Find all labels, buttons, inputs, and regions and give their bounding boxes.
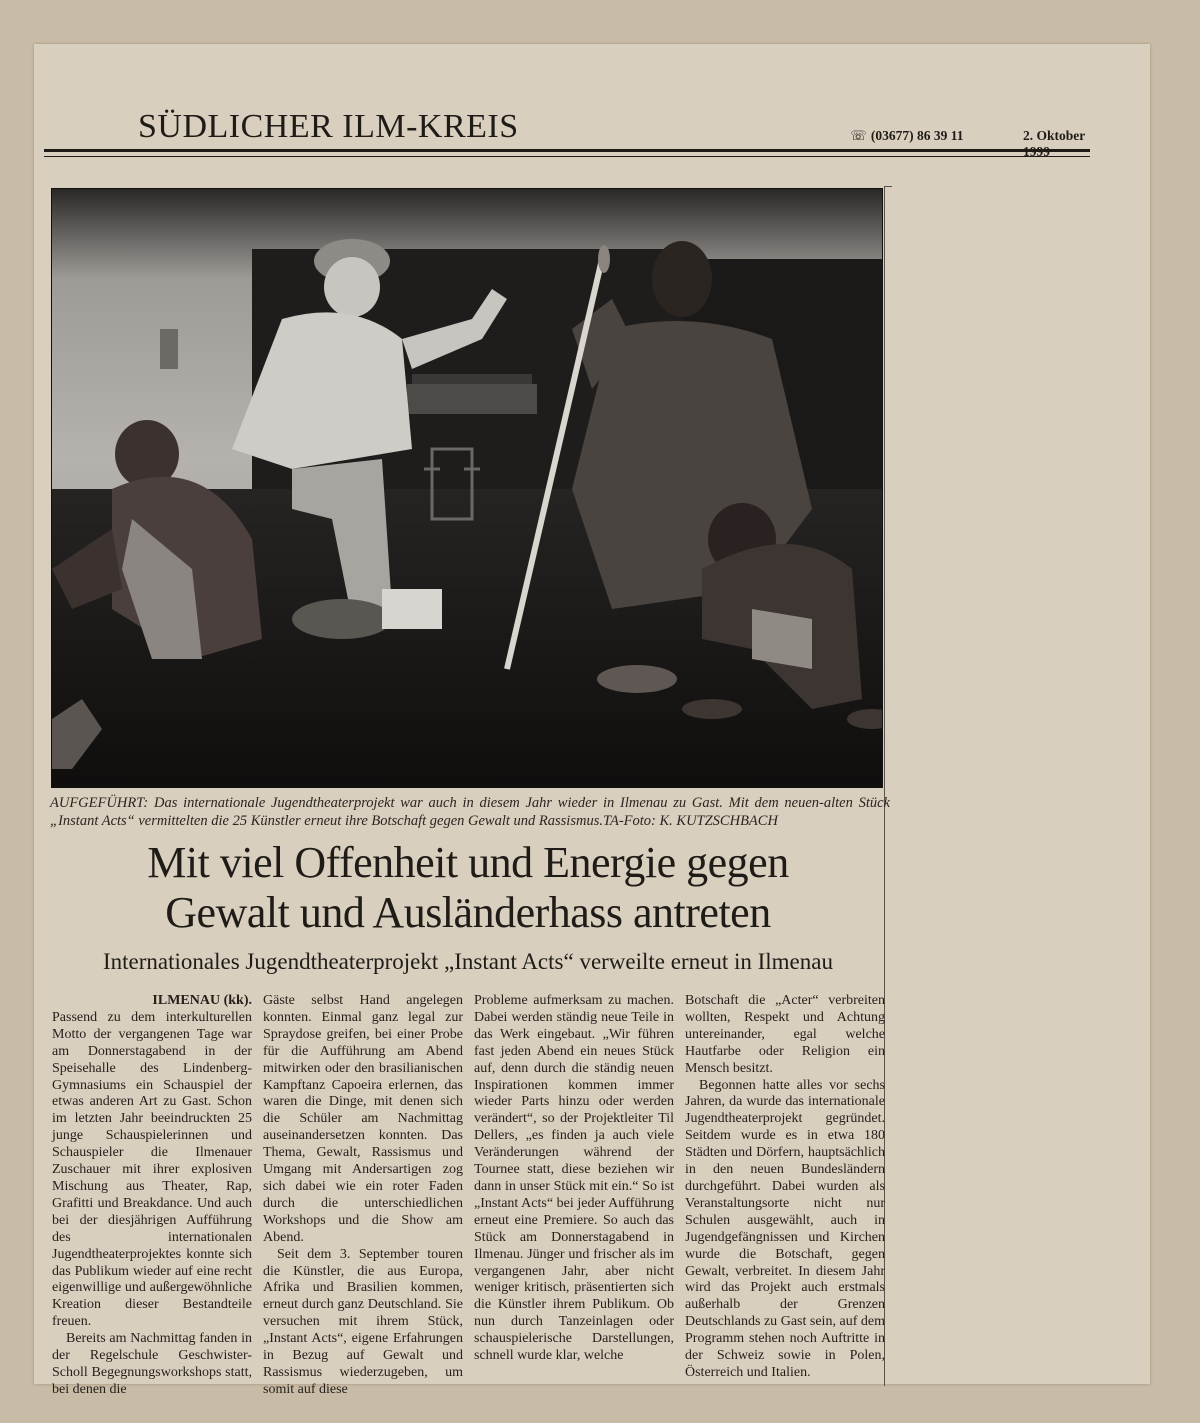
- article-body: [52, 993, 886, 1399]
- telephone-icon: ☏: [850, 128, 867, 143]
- masthead-rule-thick: [44, 149, 1090, 152]
- paragraph: Probleme aufmerksam zu machen. Dabei werden ständig neue Teile in das Werk eingebaut. „Wir führen fast jeden Abend ein neues Stück auf, denn durch die ständig neuen Inspirationen kommen immer wieder Parts hinzu oder werden verändert“, so der Projektleiter Til Dellers, „es finden ja auch viele Veränderungen während der Tournee statt, diese beziehen wir dann in unser Stück mit ein.“ So ist „Instant Acts“ bei jeder Aufführung erneut eine Premiere. So auch das Stück am Donnerstagabend in Ilmenau. Jünger und frischer als im vergangenen Jahr, aber nicht weniger kritisch, präsentierten sich die Künstler ihrem Publikum. Ob nun durch Tanzeinlagen oder schauspielerische Darstellungen, schnell wurde klar, welche: [474, 993, 674, 1364]
- phone-number: [850, 128, 964, 144]
- column-divider-tick: [884, 186, 892, 187]
- masthead: [44, 108, 1090, 148]
- phone-text: (03677) 86 39 11: [870, 128, 964, 143]
- article-column-1: [52, 993, 252, 1399]
- stage-photo: [51, 188, 883, 788]
- subheadline: Internationales Jugendtheaterprojekt „Instant Acts“ verweilte erneut in Ilmenau: [103, 949, 833, 974]
- headline-line-2: Gewalt und Ausländerhass antreten: [165, 888, 771, 937]
- masthead-rule-thin: [44, 156, 1090, 157]
- paragraph: Botschaft die „Acter“ verbreiten wollten, Respekt und Achtung untereinander, egal welche Hautfarbe oder Religion ein Mensch besitzt.: [685, 993, 885, 1076]
- paragraph: Gäste selbst Hand angelegen konnten. Einmal ganz legal zur Spraydose greifen, bei einer Probe für die Aufführung am Abend mitwirken oder den brasilianischen Kampftanz Capoeira erlernen, das waren die Dinge, mit denen sich die Schüler am Nachmittag auseinandersetzen konnten. Das Thema, Gewalt, Rassismus und Umgang mit Andersartigen zog sich dabei wie ein roter Faden durch die unterschiedlichen Workshops und die Show am Abend.: [263, 993, 463, 1245]
- issue-date: 2. Oktober: [1023, 128, 1086, 143]
- photo-illustration: [52, 189, 882, 787]
- headline: [50, 838, 886, 938]
- paragraph: Begonnen hatte alles vor sechs Jahren, da wurde das internationale Jugendtheaterprojekt gegründet. Seitdem wurde es in etwa 180 Städten und Dörfern, hauptsächlich in den neuen Bundesländern durchgeführt. Dabei wurden als Veranstaltungsorte nicht nur Schulen ausgewählt, auch in Jugendgefängnissen und Kirchen wurde die Botschaft, gegen Gewalt, verbreitet. In diesem Jahr wird das Projekt auch erstmals außerhalb der Grenzen Deutschlands zu Gast sein, auf dem Programm stehen noch Auftritte in der Schweiz sowie in Polen, Österreich und Italien.: [685, 1077, 885, 1380]
- article-column-4: [685, 993, 885, 1399]
- section-title: SÜDLICHER ILM-KREIS: [138, 108, 519, 145]
- headline-line-1: Mit viel Offenheit und Energie gegen: [147, 838, 789, 887]
- photo-caption: AUFGEFÜHRT: Das internationale Jugendtheaterprojekt war auch in diesem Jahr wieder in Ilmenau zu Gast. Mit dem neuen-alten Stück „Instant Acts“ vermittelten die 25 Künstler erneut ihre Botschaft gegen Gewalt und Rassismus.TA-Foto: K. KUTZSCHBACH: [50, 795, 890, 829]
- dateline: ILMENAU (kk).: [152, 993, 252, 1008]
- paragraph: Passend zu dem interkulturellen Motto der vergangenen Tage war am Donnerstagabend in der Speisehalle des Lindenberg-Gymnasiums ein Schauspiel der etwas anderen Art zu Gast. Schon im letzten Jahr beeindruckten 25 junge Schauspielerinnen und Schauspieler die Ilmenauer Zuschauer mit ihrer explosiven Mischung aus Theater, Rap, Grafitti und Breakdance. Und auch bei der diesjährigen Aufführung des internationalen Jugendtheaterprojektes konnte sich das Publikum wieder auf eine recht eigenwillige und außergewöhnliche Kreation dieser Bestandteile freuen.: [52, 1009, 252, 1330]
- article-column-2: [263, 993, 463, 1399]
- paragraph: Seit dem 3. September touren die Künstler, die aus Europa, Afrika und Brasilien kommen, erneut durch ganz Deutschland. Sie versuchen mit ihrem Stück, „Instant Acts“, eigene Erfahrungen in Bezug auf Gewalt und Rassismus wiederzugeben, um somit auf diese: [263, 1246, 463, 1397]
- paragraph: Bereits am Nachmittag fanden in der Regelschule Geschwister-Scholl Begegnungsworkshops statt, bei denen die: [52, 1331, 252, 1397]
- article-column-3: [474, 993, 674, 1399]
